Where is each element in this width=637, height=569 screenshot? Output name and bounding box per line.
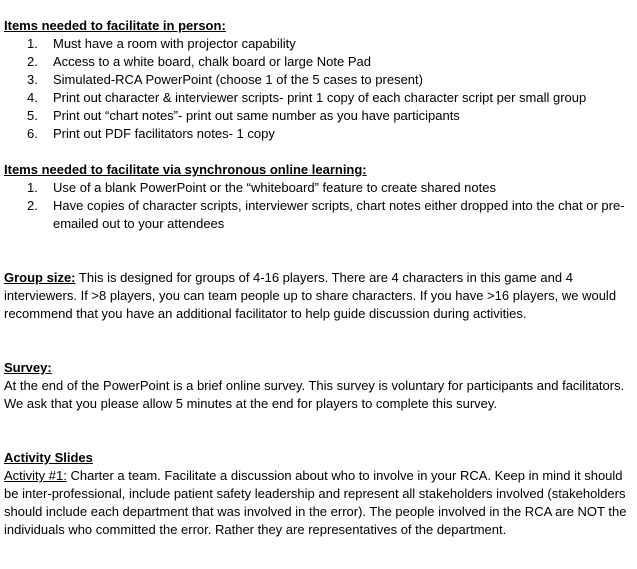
list-item: [4, 35, 633, 53]
spacer: [4, 143, 633, 161]
list-item-text: Print out “chart notes”- print out same number as you have participants: [53, 108, 460, 123]
online-heading: Items needed to facilitate via synchronous online learning:: [4, 162, 367, 177]
activity1-paragraph: [4, 467, 633, 539]
list-item-text: Access to a white board, chalk board or large Note Pad: [53, 54, 371, 69]
survey-text: At the end of the PowerPoint is a brief online survey. This survey is voluntary for participants and facilitators. We ask that you please allow 5 minutes at the end for players to complete this survey.: [4, 378, 625, 411]
group-size-heading: Group size:: [4, 270, 76, 285]
list-number: 3.: [27, 72, 38, 87]
list-item: [4, 71, 633, 89]
list-number: 5.: [27, 108, 38, 123]
list-item-text: Simulated-RCA PowerPoint (choose 1 of the 5 cases to present): [53, 72, 423, 87]
list-item: [4, 53, 633, 71]
activity-slides-heading: Activity Slides: [4, 450, 93, 465]
group-size-paragraph: [4, 269, 633, 323]
activity1-label: Activity #1:: [4, 468, 67, 483]
list-item-text: Must have a room with projector capability: [53, 36, 296, 51]
list-item: [4, 197, 633, 233]
list-item-text: Print out PDF facilitators notes- 1 copy: [53, 126, 275, 141]
list-number: 1.: [27, 180, 38, 195]
list-item-text: Use of a blank PowerPoint or the “whiteboard” feature to create shared notes: [53, 180, 496, 195]
online-list: [4, 179, 633, 233]
list-number: 2.: [27, 54, 38, 69]
spacer: [4, 233, 633, 269]
in-person-heading: Items needed to facilitate in person:: [4, 18, 226, 33]
list-number: 6.: [27, 126, 38, 141]
group-size-text: This is designed for groups of 4-16 players. There are 4 characters in this game and 4 interviewers. If >8 players, you can team people up to share characters. If you have >16 players, we would recommend that you have an additional facilitator to help guide discussion during activities.: [4, 270, 617, 321]
list-item: [4, 179, 633, 197]
list-number: 2.: [27, 198, 38, 213]
list-item-text: Have copies of character scripts, interviewer scripts, chart notes either dropped into the chat or pre-emailed out to your attendees: [53, 198, 625, 231]
activity1-text: Charter a team. Facilitate a discussion about who to involve in your RCA. Keep in mind it should be inter-professional, include patient safety leadership and represent all stakeholders involved (stakeholders should include each department that was involved in the error). The people involved in the RCA are NOT the individuals who committed the error. Rather they are representatives of the department.: [4, 468, 627, 537]
spacer: [4, 413, 633, 449]
list-item: [4, 107, 633, 125]
survey-heading: Survey:: [4, 360, 52, 375]
list-item: [4, 125, 633, 143]
in-person-list: [4, 35, 633, 143]
list-number: 4.: [27, 90, 38, 105]
list-item-text: Print out character & interviewer scripts- print 1 copy of each character script per small group: [53, 90, 587, 105]
list-number: 1.: [27, 36, 38, 51]
spacer: [4, 323, 633, 359]
list-item: [4, 89, 633, 107]
